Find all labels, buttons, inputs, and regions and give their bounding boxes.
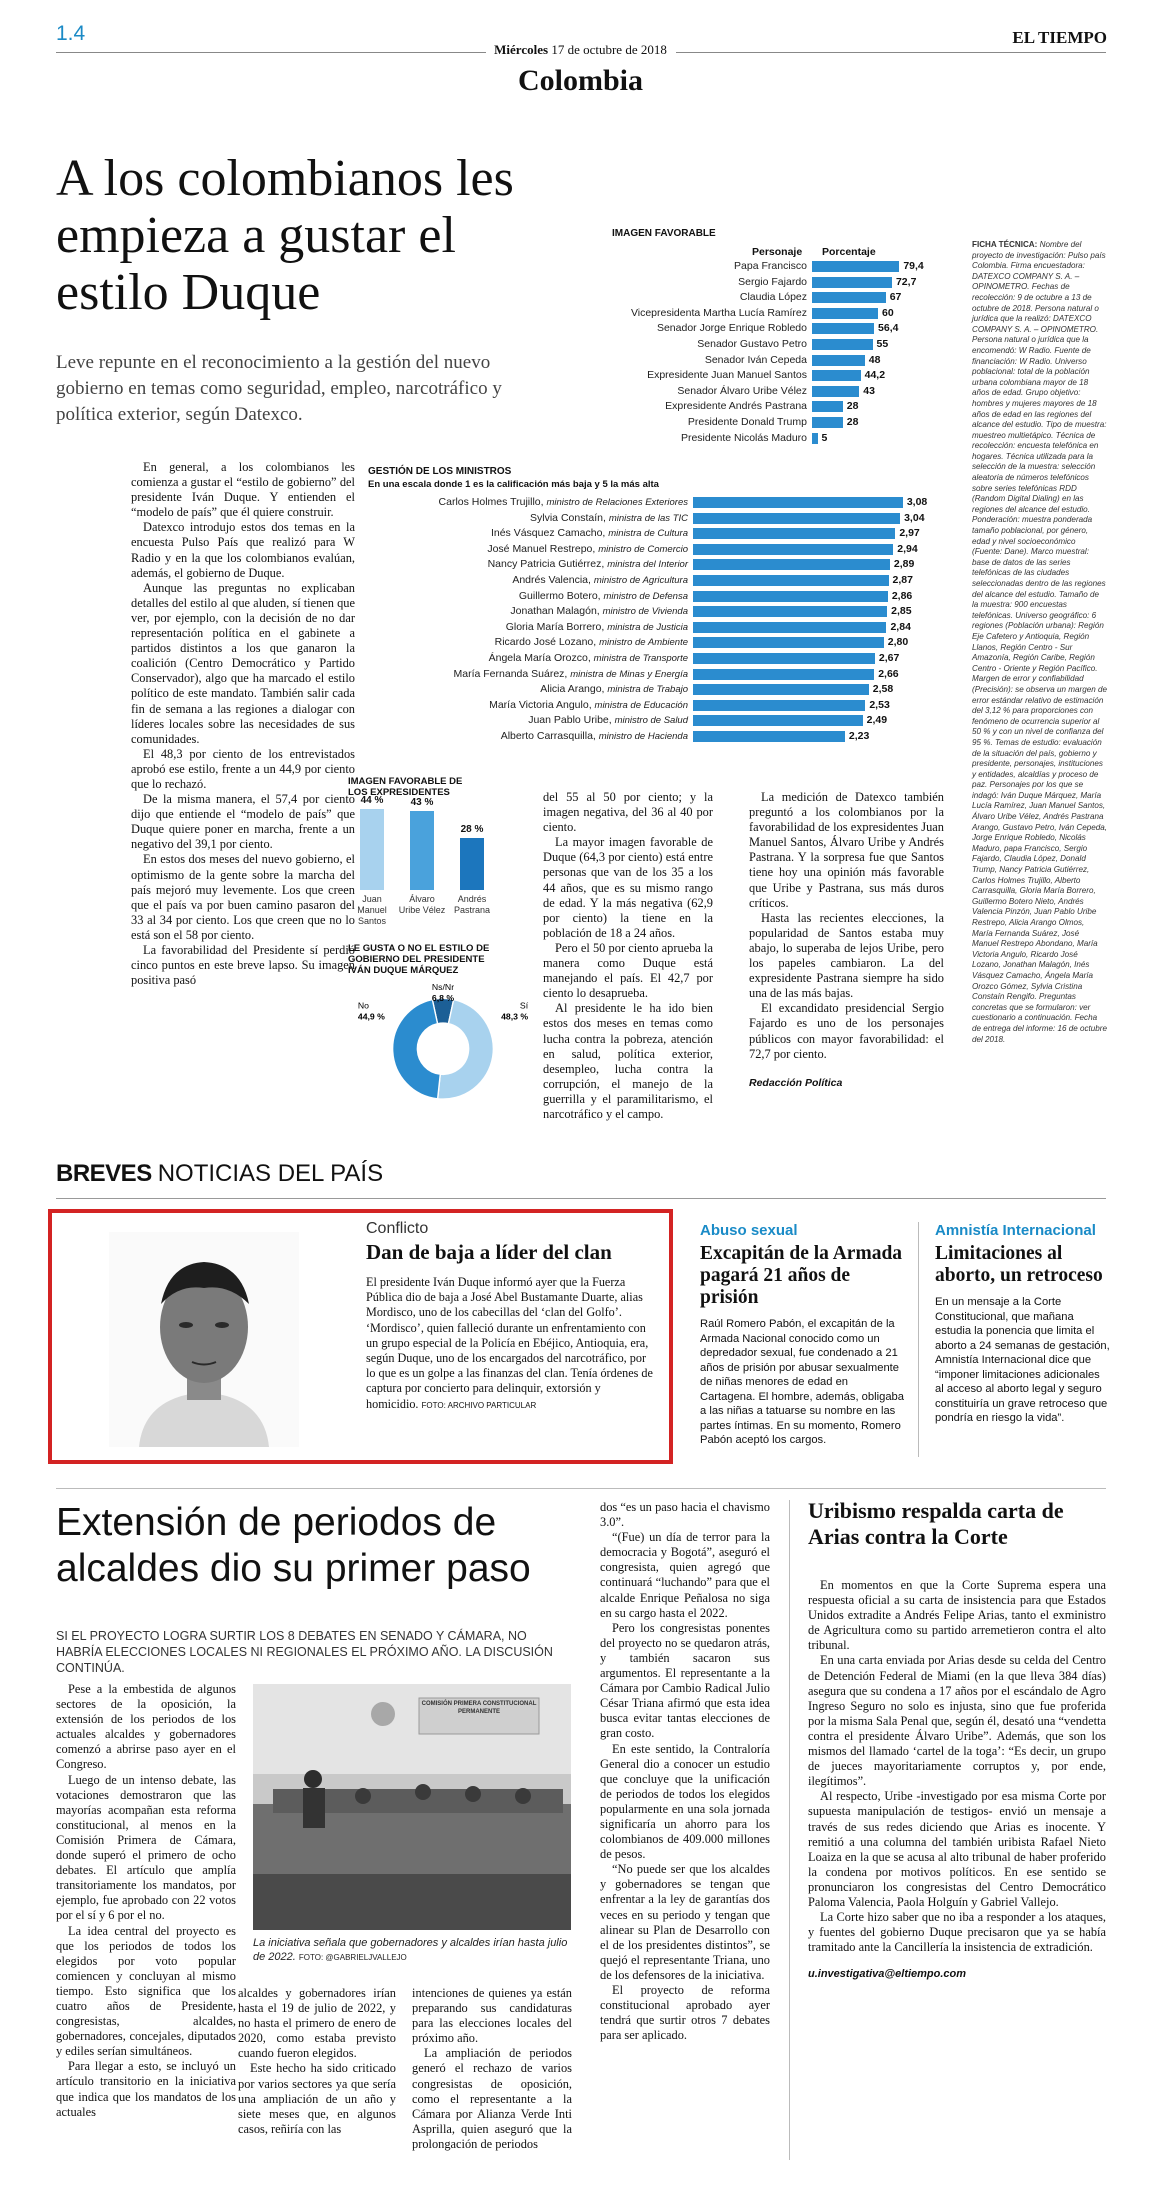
main-paragraph: Datexco introdujo estos dos temas en la encuesta Pulso País que realizó para W Radio y en la que los colombianos evalúan, además, el gobierno de Duque. [131,520,355,580]
article2-col4 [600,1500,770,2043]
minister-value: 2,97 [899,527,920,540]
favorability-label: Senador Iván Cepeda [704,353,807,366]
favorability-row [612,400,942,413]
favorability-row [612,385,942,398]
minister-bar [693,653,875,664]
breve-amnistia [935,1222,1110,1426]
favorability-value: 44,2 [864,369,886,382]
breve-abuso-body: Raúl Romero Pabón, el excapitán de la Armada Nacional conocido como un depredador sexual, fue condenado a 21 años de prisión por abusar sexualmente de niñas menores de edad en Cartagena. El hombre, además, obligaba a las niñas a tatuarse su nombre en las partes íntimas. En su momento, Romero Pabón aceptó los cargos. [700,1318,904,1446]
minister-role: ministro de Hacienda [598,731,688,742]
favorability-label: Senador Gustavo Petro [697,338,807,350]
minister-name: Nancy Patricia Gutiérrez, [487,558,608,571]
main-paragraph: La mayor imagen favorable de Duque (64,3 por ciento) está entre personas que van de los 35 a los 44 años, que es su mismo rango de edad. Y la más negativa (62,9 por ciento) la tiene en la población de 18 a 24 años. [543,835,713,940]
minister-name: Carlos Holmes Trujillo, [438,496,547,508]
article2-col2 [238,1986,396,2137]
minister-name: José Manuel Restrepo, [487,542,599,555]
article3-body [808,1578,1106,1982]
minister-row [368,590,953,603]
minister-bar [693,497,903,508]
favorability-rows [612,260,942,450]
minister-value: 2,58 [872,683,894,696]
featured-body-text: El presidente Iván Duque informó ayer que la Fuerza Pública dio de baja a José Abel Bustamante Duarte, alias Mordisco, uno de los cabecillas del ‘clan del Golfo’. ‘Mordisco’, quien falleció durante un enfrentamiento con un grupo especial de la Policía en Ebéjico, Antioquia, era, según Duque, uno de los encargados del narcotráfico, por lo que es un golpe a las finanzas del clan. Tenía órdenes de captura por concierto para delinquir, extorsión y homicidio. [366,1275,653,1411]
favorability-label: Senador Jorge Enrique Robledo [656,322,807,335]
minister-label [488,558,688,571]
minister-name: Ángela María Orozco, [488,652,594,664]
expresident-bar [410,811,434,890]
favorability-bar [812,386,859,397]
main-paragraph: del 55 al 50 por ciento; y la imagen negativa, del 36 al 40 por ciento. [543,790,713,835]
favorability-bar [812,277,892,288]
minister-role: ministro de Comercio [598,543,688,555]
donut-category-label: Sí [519,1000,529,1011]
breve-amnistia-body: En un mensaje a la Corte Constitucional, que mañana estudia la ponencia que limita el aborto a 24 semanas de gestación, Amnistía Internacional dice que “imponer limitaciones adicionales al acceso al aborto legal y seguro constituiría un grave retroceso que pondría en riesgo la vida”. [935,1296,1110,1424]
minister-value: 2,66 [878,667,899,680]
minister-bar [693,559,890,570]
donut-category-label: No [357,1000,369,1011]
favorability-value: 60 [882,306,894,319]
minister-row [368,512,953,525]
favorability-value: 56,4 [878,322,899,335]
minister-role: ministra de Justicia [607,621,688,633]
favorability-value: 5 [821,431,828,444]
minister-label [506,621,688,634]
favorability-row [612,322,942,335]
article2-paragraph: “No puede ser que los alcaldes y gobernadores se tengan que enfrentar a la ley de garantías dos veces en su periodo y tengan que alinear su Plan de Desarrollo con el de los presidentes distintos”, se quejó el representante Triana, uno de los defensores de la iniciativa. [600,1862,770,1982]
expresident-label: Álvaro Uribe Vélez [398,894,446,915]
article2-headline: Extensión de periodos de alcaldes dio su primer paso [56,1501,531,1590]
minister-label [501,730,688,743]
main-paragraph: La medición de Datexco también preguntó a los colombianos por la favorabilidad de los expresidentes Juan Manuel Santos, Álvaro Uribe y Andrés Pastrana. Y la sorpresa fue que Santos tiene hoy una opinión más favorable que Uribe y Pastrana, sus más duros críticos. [749,790,944,910]
minister-role: ministra de Trabajo [607,684,688,696]
featured-title: Dan de baja a líder del clan [366,1240,612,1264]
main-article-col3 [543,790,713,1122]
minister-label [530,512,688,525]
minister-label [510,605,688,618]
article2-caption-credit: FOTO: @GABRIELJVALLEJO [298,1953,407,1962]
article2-paragraph: Luego de un intenso debate, las votaciones demostraron que las mayorías acompañan esta reforma constitucional, al menos en la Comisión Primera de Cámara, donde superó el primero de ocho debates. El artículo que amplía transitoriamente los mandatos, por ejemplo, fue aprobado con 22 votos por el sí y 6 por el no. [56,1772,236,1923]
style-approval-title: LE GUSTA O NO EL ESTILO DE GOBIERNO DEL PRESIDENTE IVÁN DUQUE MÁRQUEZ [348,943,490,976]
minister-bar [693,669,874,680]
minister-value: 2,23 [848,730,870,742]
article3-paragraph: La Corte hizo saber que no iba a responder a los ataques, y fuentes del gobierno Duque precisaron que ya se había tramitado ante la Cancillería la insistencia de extradición. [808,1910,1106,1955]
minister-label [512,574,688,587]
minister-label [519,590,688,603]
main-lede: Leve repunte en el reconocimiento a la gestión del nuevo gobierno en temas como seguridad, empleo, narcotráfico y política exterior, según Datexco. [56,352,502,425]
minister-row [368,605,953,618]
main-paragraph: Al presidente le ha ido bien estos dos meses en temas como lucha contra la pobreza, atención en salud, política exterior, desempleo, lucha contra la corrupción, el manejo de la guerrilla y el paramilitarismo, el narcotráfico y el campo. [543,1001,713,1121]
article2-paragraph: dos “es un paso hacia el chavismo 3.0”. [600,1500,770,1530]
favorability-row [612,338,942,351]
ministers-chart-title: GESTIÓN DE LOS MINISTROS [368,466,512,477]
minister-bar [693,637,884,648]
favorability-bar [812,292,886,303]
minister-bar [693,622,886,633]
main-paragraph: Pero el 50 por ciento aprueba la manera como Duque está manejando el país. El 42,7 por ciento lo desaprueba. [543,940,713,1001]
minister-name: Jonathan Malagón, [510,605,603,618]
style-approval-donut [348,981,538,1111]
breves-rule [56,1198,1106,1199]
favorability-bar [812,417,843,428]
minister-name: Guillermo Botero, [518,589,604,602]
minister-bar [693,528,895,539]
breve-abuso-kicker: Abuso sexual [700,1222,798,1239]
minister-label [491,527,688,540]
article3-signature: u.investigativa@eltiempo.com [808,1968,967,1981]
article2-paragraph: “(Fue) un día de terror para la democracia y Bogotá”, aseguró el congresista, quien agregó que continuará “luchando” para que el alcalde Enrique Peñalosa no siga en su cargo hasta el 2022. [600,1530,770,1620]
minister-label [489,652,688,665]
minister-bar [693,513,900,524]
article2-paragraph: La idea central del proyecto es que los periodos de todos los elegidos por voto popular comiencen y concluyan al mismo tiempo. Esto significa que los cuatro años de Presidente, congresistas, alcaldes, gobernadores, concejales, diputados y ediles serían simultáneos. [56,1923,236,2059]
minister-row [368,683,953,696]
minister-role: ministra de Educación [594,699,688,711]
minister-row [368,558,953,571]
article2-col1 [56,1682,236,2120]
minister-value: 2,53 [869,698,890,711]
minister-role: ministro de Agricultura [593,575,688,586]
breves-label-light: NOTICIAS DEL PAÍS [157,1160,384,1187]
breves-label-bold: BREVES [56,1160,152,1187]
minister-row [368,543,953,556]
ficha-text: Nombre del proyecto de investigación: Pulso país Colombia. Firma encuestadora: DATEXCO COMPANY S. A. – OPINOMETRO. Fechas de recolección: 9 de octubre a 13 de octubre de 2018. Persona natural o jurídica que la realizó: DATEXCO COMPANY S. A. – OPINOMETRO. Persona natural o jurídica que la encomendó: W Radio. Fuente de financiación: W Radio. Universo poblacional: total de la población urbana colombiana mayor de 18 años de edad. Grupo objetivo: hombres y mujeres mayores de 18 años de edad en las regiones del alcance del estudio. Tipo de muestra: muestreo multietápico. Técnica de recolección: encuesta telefónica en hogares. Técnica utilizada para la selección de la muestra: selección aleatoria de números telefónicos sobre series telefónicas RDD (Random Digital Dialing) en las regiones del alcance del estudio. Ponderación: muestra ponderada tamaño poblacional, por género, edad y nivel socioeconómico (Fuente: Dane). Marco muestral: base de datos de las series telefónicas de las ciudades seleccionadas dentro de las regiones del alcance del estudio. Tamaño de la muestra: 900 encuestas telefónicas. Universo geográfico: 6 regiones (Población urbana): Región Eje Cafetero y Antioquia, Región Llanos, Región Centro - Sur Amazonía, Región Caribe, Región Centro - Oriente y Región Pacífico. Margen de error y confiabilidad (Precisión): se observa un margen de error estándar relativo de estimación del 3,12 % para proporciones con fenómeno de ocurrencia superior al 50 % y con un nivel de confianza del 95 %. Temas de estudio: evaluación de la situación del país, gobierno y presidente, personajes, instituciones y entidades, alcaldías y proceso de paz. Personajes por los que se indagó: Iván Duque Márquez, María Lucía Ramírez, Juan Manuel Santos, Álvaro Uribe Vélez, Andrés Pastrana Arango, Gustavo Petro, Iván Cepeda, Jorge Enrique Robledo, Nicolás Maduro, papa Francisco, Sergio Fajardo, Claudia López, Donald Trump, Nancy Patricia Gutiérrez, Carlos Holmes Trujillo, Alberto Carrasquilla, Gloria María Borrero, Guillermo Botero Nieto, Andrés Valencia Pinzón, Juan Pablo Uribe Restrepo, Alicia Arango Olmos, María Fernanda Suárez, José Manuel Restrepo Abondano, María Victoria Angulo, Ricardo José Lozano, Jonathan Malagón, Inés Vásquez Camacho, Ángela María Orozco Gómez, Sylvia Cristina Constaín Rengifo. Preguntas concretas que se formularon: ver cuestionario a continuación. Fecha de entrega del informe: 16 de octubre del 2018. [972,240,1107,1044]
favorability-value: 48 [868,353,881,366]
minister-role: ministra de las TIC [608,512,688,524]
minister-label [495,636,688,649]
favorability-value: 55 [876,338,889,350]
article2-paragraph: El proyecto de reforma constitucional aprobado ayer tendrá que surtir otros 7 debates para ser aplicado. [600,1983,770,2043]
minister-bar [693,684,869,695]
date-line [0,42,1161,58]
section-title: Colombia [517,64,643,97]
article2-paragraph: Pero los congresistas ponentes del proyecto no se quedaron atrás, y también sacaron sus argumentos. El representante a la Cámara por Cambio Radical Julio César Triana afirmó que esta idea busca evitar tantas elecciones de gran costo. [600,1620,770,1741]
minister-row [368,714,953,727]
expresident-value: 44 % [360,795,384,807]
favorability-value: 67 [889,291,902,304]
minister-value: 2,94 [897,542,918,555]
minister-value: 2,80 [887,636,909,649]
minister-row [368,636,953,649]
main-headline: A los colombianos les empieza a gustar el estilo Duque [56,150,514,321]
donut-category-label: Ns/Nr [431,982,455,993]
minister-row [368,652,953,665]
main-paragraph: Hasta las recientes elecciones, la popularidad de Santos estaba muy abajo, lo superaba de lejos Uribe, pero los papeles cambiaron. La del expresidente Pastrana siempre ha sido una de las más bajas. [749,910,944,1001]
favorability-label: Papa Francisco [734,260,807,272]
minister-role: ministra del Interior [607,559,688,571]
favorability-value: 72,7 [895,275,917,288]
donut-value-label: 48,3 % [501,1011,529,1022]
favorability-row [612,416,942,429]
minister-value: 3,08 [906,496,928,508]
brand-logo: EL TIEMPO [1012,28,1107,47]
date-rule-right [676,52,1106,53]
minister-role: ministra de Minas y Energía [570,668,688,680]
ficha-tecnica [972,240,1107,1045]
minister-role: ministro de Vivienda [602,606,688,618]
favorability-label: Expresidente Juan Manuel Santos [647,369,807,382]
minister-name: Juan Pablo Uribe, [528,714,615,727]
minister-name: Ricardo José Lozano, [494,636,600,649]
featured-body [366,1275,656,1413]
minister-bar [693,606,887,617]
minister-row [368,730,953,743]
main-paragraph: En estos dos meses del nuevo gobierno, el optimismo de la gente sobre la marcha del país mejoró muy levemente. Los que creen que el país va por buen camino pasaron del 33 al 34 por ciento. Los que creen que no lo está son el 58 por ciento. [131,852,355,942]
main-signature: Redacción Política [749,1076,843,1089]
favorability-chart-title: IMAGEN FAVORABLE [612,228,716,239]
favorability-row [612,432,942,445]
minister-value: 2,87 [892,574,913,586]
minister-label [528,714,688,727]
favorability-bar [812,433,818,444]
date-day: Miércoles [494,42,549,57]
favorability-bar [812,355,865,366]
minister-role: ministro de Relaciones Exteriores [546,497,688,508]
featured-credit: FOTO: ARCHIVO PARTICULAR [421,1400,537,1410]
favorability-bar [812,323,874,334]
favorability-label: Presidente Nicolás Maduro [680,431,807,444]
favorability-bar [812,308,878,319]
article3-paragraph: En momentos en que la Corte Suprema espera una respuesta oficial a su carta de insistencia para que Estados Unidos extradite a Andrés Felipe Arias, tanto el exministro de Agricultura como su partido arremetieron contra el alto tribunal. [808,1578,1106,1653]
favorability-label: Claudia López [739,291,807,304]
minister-name: Gloria María Borrero, [505,620,608,633]
favorability-row [612,260,942,273]
article2-photo [253,1684,571,1930]
article2-paragraph: La ampliación de periodos generó el rechazo de varios congresistas de oposición, como el representante a la Cámara por Alianza Verde Inti Asprilla, quien aseguró que la prolongación de periodos [412,2046,572,2151]
main-paragraph: El 48,3 por ciento de los entrevistados aprobó ese estilo, frente a un 44,9 por ciento que lo rechazó. [131,746,355,791]
minister-role: ministra de Transporte [593,653,688,664]
main-paragraph: El excandidato presidencial Sergio Fajardo es uno de los personajes públicos con mayor favorabilidad: el 72,7 por ciento. [749,1001,944,1061]
article2-paragraph: En este sentido, la Contraloría General dio a conocer un estudio que concluye que la unificación de periodos de todos los elegidos popularmente en una sola jornada significaría un ahorro para los colombianos de 409.000 millones de pesos. [600,1741,770,1862]
favorability-label: Sergio Fajardo [738,275,807,288]
favorability-value: 79,4 [903,260,924,272]
donut-value-label: 6,8 % [431,993,455,1004]
minister-label [454,668,688,681]
article2-paragraph: Para llegar a esto, se incluyó un artículo transitorio en la iniciativa que indica que los mandatos de los actuales [56,2059,236,2119]
minister-row [368,668,953,681]
favorability-col-personaje: Personaje [752,246,803,258]
expresidents-chart [348,776,538,936]
minister-role: ministro de Salud [614,715,688,727]
minister-label [439,496,688,509]
minister-value: 2,49 [866,714,888,727]
ministers-rows [368,496,953,756]
article2-lede: SI EL PROYECTO LOGRA SURTIR LOS 8 DEBATES EN SENADO Y CÁMARA, NO HABRÍA ELECCIONES LOCALES NI REGIONALES EL PRÓXIMO AÑO. LA DISCUSIÓN CONTINÚA. [56,1629,553,1675]
minister-role: ministra de Cultura [608,528,688,540]
minister-bar [693,591,888,602]
minister-value: 2,85 [891,605,912,618]
article2-paragraph: alcaldes y gobernadores irían hasta el 19 de julio de 2022, y no hasta el primero de enero de 2020, como estaba previsto cuando fueron elegidos. [238,1986,396,2061]
article3-paragraph: Al respecto, Uribe -investigado por esa misma Corte por supuesta manipulación de testigos- envió un mensaje a través de sus redes diciendo que Arias es inocente. Y remitió a una columna del también uribista Rafael Nieto Loaiza en la que se acusa al alto tribunal de haber proferido la condena por motivos políticos. En ese sentido se pronunciaron los congresistas del Centro Democrático Paloma Valencia, Paola Holguín y Gabriel Vallejo. [808,1789,1106,1909]
article3-divider [789,1500,790,2160]
favorability-label: Expresidente Andrés Pastrana [665,400,807,413]
breve-abuso [700,1222,905,1448]
article3-headline: Uribismo respalda carta de Arias contra la Corte [808,1498,1064,1549]
article2-rule [56,1488,1106,1489]
main-paragraph: En general, a los colombianos les comienza a gustar el “estilo de gobierno” del presidente Iván Duque. Y entienden el “modelo de país” que él quiere construir. [131,460,355,520]
expresident-value: 28 % [460,824,484,836]
featured-photo [109,1232,299,1447]
favorability-label: Senador Álvaro Uribe Vélez [677,384,807,397]
minister-value: 2,89 [893,558,915,571]
minister-role: ministro de Ambiente [599,637,688,649]
favorability-bar [812,401,843,412]
article2-paragraph: Pese a la embestida de algunos sectores de la oposición, la extensión de los periodos de los actuales alcaldes y gobernadores comenzó a abrirse paso ayer en el Congreso. [56,1682,236,1772]
article2-paragraph: Este hecho ha sido criticado por varios sectores ya que sería una ampliación de un año y siete meses que, en algunos casos, reñiría con las [238,2061,396,2136]
expresident-bar [360,809,384,890]
favorability-row [612,276,942,289]
favorability-row [612,369,942,382]
favorability-row [612,291,942,304]
expresident-label: Andrés Pastrana [453,894,491,915]
favorability-label: Vicepresidenta Martha Lucía Ramírez [630,306,807,319]
ficha-label: FICHA TÉCNICA: [972,240,1038,249]
expresident-label: Juan Manuel Santos [357,894,387,926]
style-approval-chart [348,943,538,1113]
minister-name: Alicia Arango, [540,683,608,696]
article2-col3 [412,1986,572,2152]
breves-divider [918,1222,919,1457]
article2-paragraph: intenciones de quienes ya están preparando sus candidaturas para las elecciones locales del próximo año. [412,1986,572,2046]
favorability-row [612,307,942,320]
favorability-row [612,354,942,367]
minister-label [487,543,688,556]
minister-value: 2,84 [890,620,911,633]
favorability-value: 28 [846,400,859,413]
date-rest: 17 de octubre de 2018 [551,42,667,57]
expresident-bar [460,838,484,890]
person-photo-icon [109,1232,299,1447]
favorability-col-porcentaje: Porcentaje [822,246,876,258]
minister-name: Andrés Valencia, [512,574,594,586]
favorability-label: Presidente Donald Trump [687,416,807,428]
minister-name: María Fernanda Suárez, [453,667,571,680]
favorability-value: 43 [863,384,875,397]
minister-name: María Victoria Angulo, [489,698,595,711]
congress-commission-photo-icon [253,1684,571,1930]
favorability-bar [812,370,861,381]
favorability-chart [612,228,942,453]
minister-bar [693,575,889,586]
main-article-col1 [131,460,355,988]
expresidents-chart-title: IMAGEN FAVORABLE DE LOS EXPRESIDENTES [348,776,463,798]
page-number: 1.4 [56,22,86,45]
donut-value-label: 44,9 % [357,1011,385,1022]
minister-row [368,527,953,540]
minister-name: Sylvia Constaín, [530,511,609,524]
minister-row [368,621,953,634]
minister-row [368,699,953,712]
minister-label [489,699,688,712]
ministers-chart [368,466,953,756]
minister-bar [693,731,845,742]
minister-label [540,683,688,696]
minister-bar [693,715,863,726]
minister-name: Alberto Carrasquilla, [500,730,599,742]
breves-header [56,1160,383,1188]
minister-bar [693,544,893,555]
favorability-bar [812,339,873,350]
favorability-value: 28 [846,416,859,428]
main-paragraph: La favorabilidad del Presidente sí perdió cinco puntos en este breve lapso. Su imagen positiva pasó [131,943,355,988]
minister-name: Inés Vásquez Camacho, [490,527,609,540]
breve-abuso-title: Excapitán de la Armada pagará 21 años de prisión [700,1243,903,1308]
minister-row [368,574,953,587]
featured-kicker: Conflicto [366,1220,429,1237]
minister-value: 3,04 [904,511,925,524]
expresident-value: 43 % [410,796,434,808]
main-paragraph: De la misma manera, el 57,4 por ciento dijo que entiende el “modelo de país” que Duque quiere poner en marcha, frente a un negativo del 39,1 por ciento. [131,792,355,852]
expresidents-bars [348,795,538,934]
minister-value: 2,67 [878,652,900,664]
donut-slice [393,1000,441,1099]
breve-amnistia-title: Limitaciones al aborto, un retroceso [935,1243,1103,1286]
article3-paragraph: En una carta enviada por Arias desde su celda del Centro de Detención Federal de Miami (en la que lleva 384 días) asegura que su condena a 17 años por el escándalo de Agro Ingreso Seguro no solo es injusta, sino que fue proferida por la misma Sala Penal que, según él, desató una “vendetta contra el presidente Álvaro Uribe”. Además, que son los mismos del llamado ‘cartel de la toga’: “Es decir, un grupo de jueces mayoritariamente corruptos y, por ende, ilegítimos”. [808,1653,1106,1789]
minister-row [368,496,953,509]
article2-caption [253,1936,571,1965]
article2-caption-text: La iniciativa señala que gobernadores y alcaldes irían hasta julio de 2022. [253,1937,568,1963]
favorability-bar [812,261,899,272]
minister-role: ministro de Defensa [603,590,688,602]
photo-sign-text: COMISIÓN PRIMERA CONSTITUCIONAL PERMANENTE [421,1701,537,1715]
featured-story [366,1220,656,1413]
main-article-col4 [749,790,944,1091]
ministers-chart-subtitle: En una escala donde 1 es la calificación más baja y 5 la más alta [368,479,659,490]
minister-value: 2,86 [891,589,913,602]
minister-bar [693,700,865,711]
date-rule-left [56,52,486,53]
main-paragraph: Aunque las preguntas no explicaban detalles del estilo al que aluden, sí tienen que ver, por ejemplo, con la decisión de no dar representación política en el gabinete a partidos distintos a los que ganaron la coalición (Centro Democrático y Partido Conservador), algo que ha marcado el estilo político de este mandato. También salir cada fin de semana a las regiones a dialogar con líderes locales sobre las necesidades de sus comunidades. [131,580,355,746]
breve-amnistia-kicker: Amnistía Internacional [935,1222,1096,1239]
